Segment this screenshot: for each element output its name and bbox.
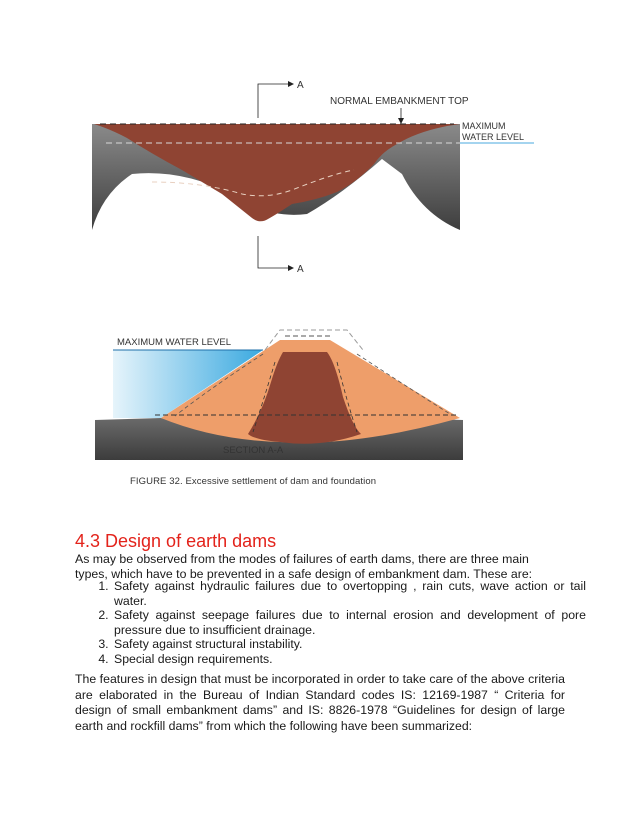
- section-arrow-bottom: [258, 236, 288, 268]
- list-item: 3. Safety against structural instability.: [112, 637, 586, 652]
- section-marker-top: A: [297, 80, 304, 91]
- section-arrow-top-head: [288, 81, 294, 87]
- embankment-pointer-head: [398, 118, 404, 124]
- plan-view-figure: [92, 74, 542, 282]
- max-water-level-label-2: WATER LEVEL: [462, 132, 525, 142]
- closing-paragraph: The features in design that must be incorporated in order to take care of the above criteria are elaborated in the Bureau of Indian Standard codes IS: 12169-1987 “ Criteria for design of small embankment dams” and IS: 8826-1978 “Guidelines for design of large earth and rockfill dams” from which the following have been summarized:: [75, 672, 565, 733]
- requirements-list: [92, 579, 586, 667]
- list-item: 1. Safety against hydraulic failures due to overtopping , rain cuts, wave action or tail water.: [112, 579, 586, 608]
- dam-crest: [280, 340, 330, 352]
- section-arrow-top: [258, 84, 288, 118]
- max-water-level-label-1: MAXIMUM: [462, 121, 506, 131]
- max-water-level-label: MAXIMUM WATER LEVEL: [117, 337, 232, 348]
- embankment-top-label: NORMAL EMBANKMENT TOP: [330, 96, 469, 107]
- section-label: SECTION A-A: [223, 445, 284, 456]
- section-marker-bottom: A: [297, 264, 304, 275]
- section-heading: 4.3 Design of earth dams: [75, 531, 277, 551]
- section-arrow-bottom-head: [288, 265, 294, 271]
- section-view-figure: [95, 322, 463, 460]
- intro-paragraph: As may be observed from the modes of failures of earth dams, there are three main types, which have to be prevented in a safe design of embankment dam. These are:: [75, 552, 533, 581]
- list-item: 2. Safety against seepage failures due to internal erosion and development of pore pressure due to insufficient drainage.: [112, 608, 586, 637]
- list-item: 4. Special design requirements.: [112, 652, 586, 667]
- figure-caption: FIGURE 32. Excessive settlement of dam and foundation: [130, 476, 377, 487]
